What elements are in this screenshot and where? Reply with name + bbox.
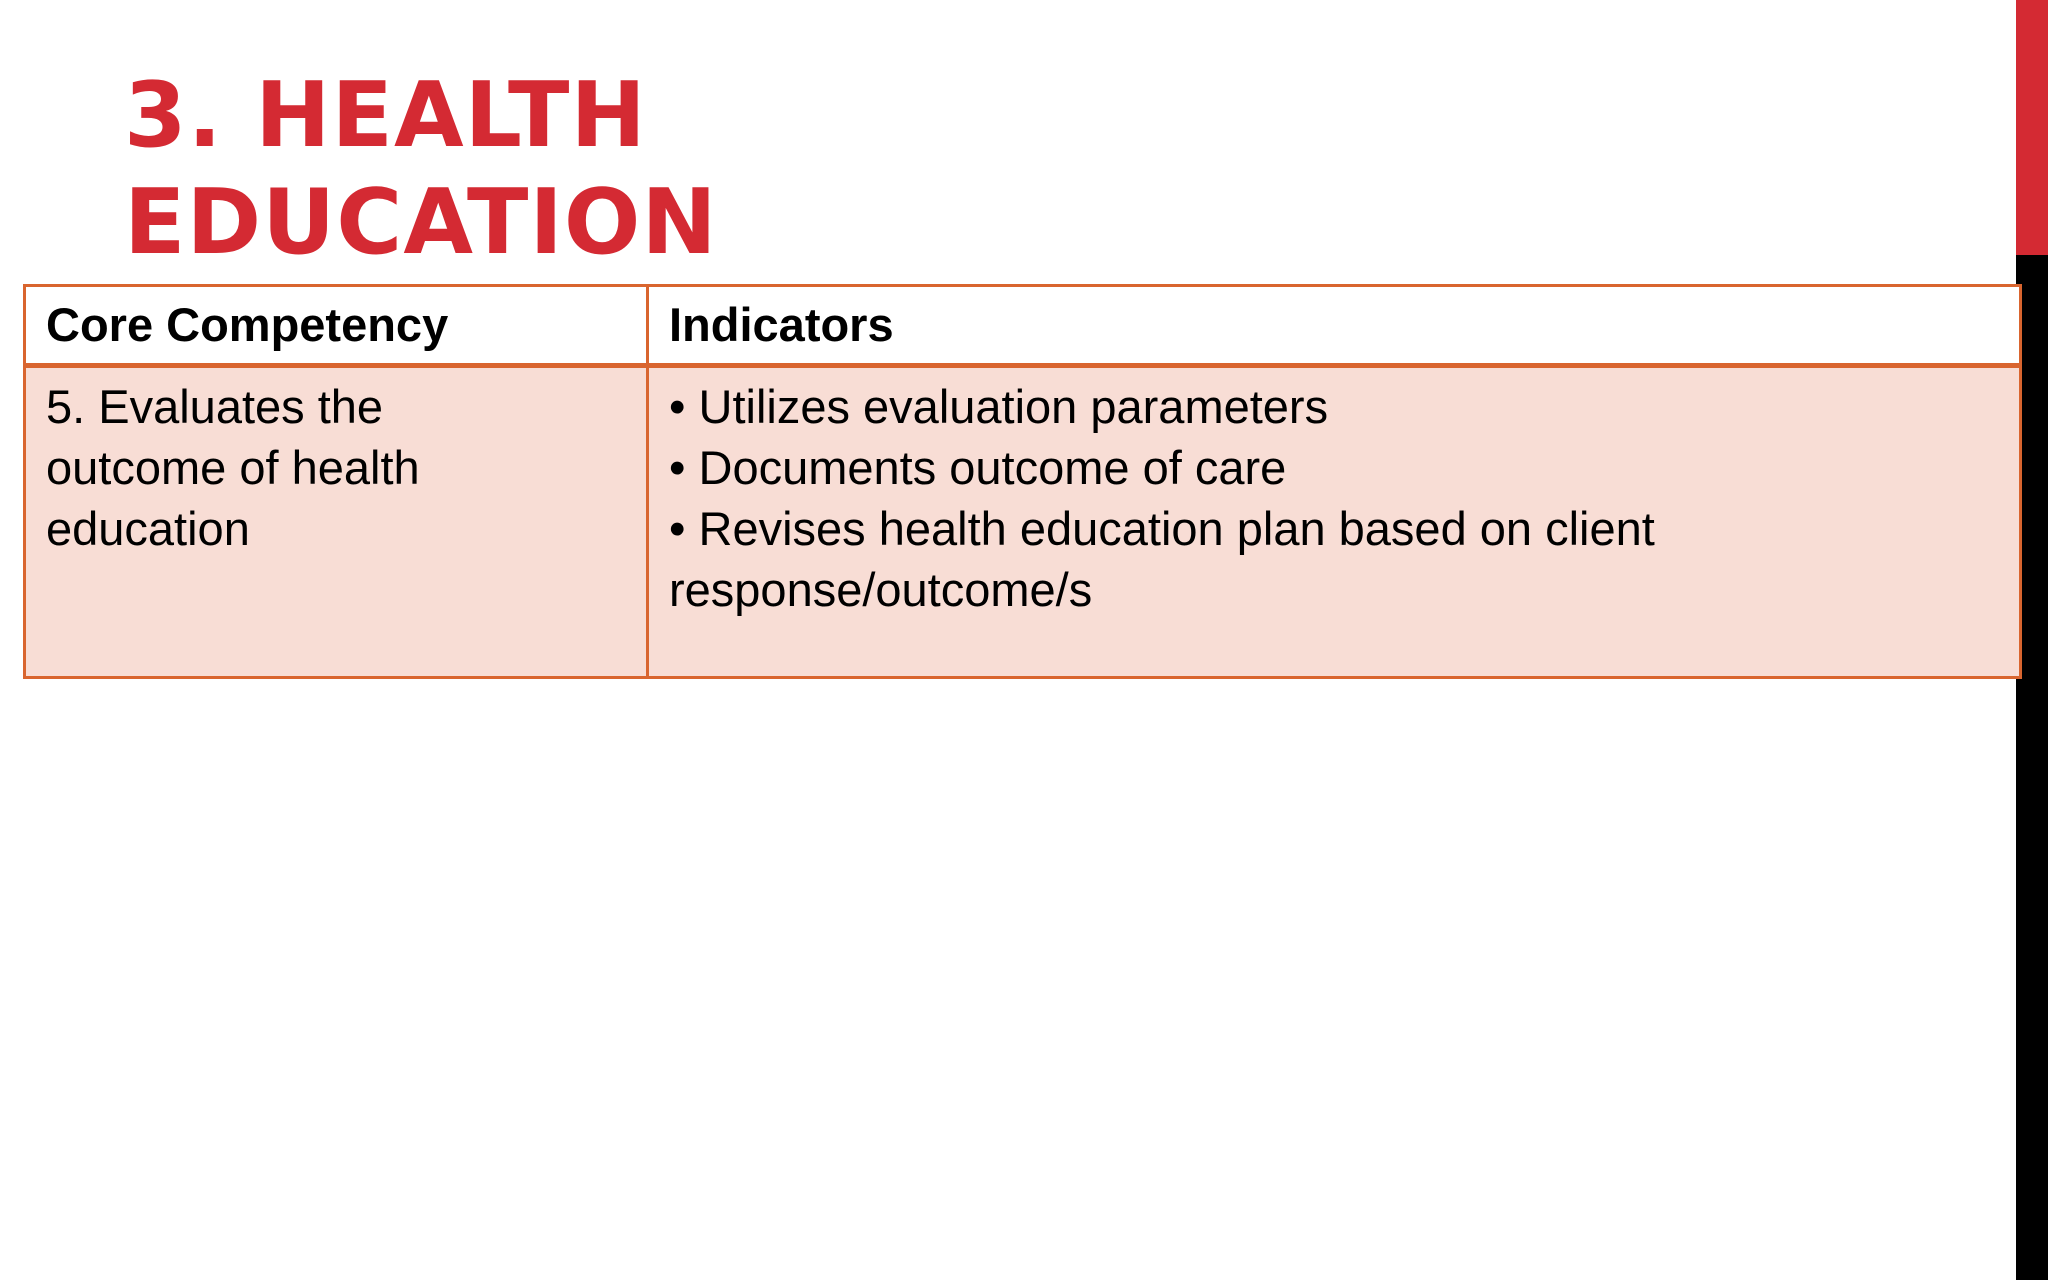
indicator-item: • Revises health education plan based on client response/outcome/s — [669, 502, 1655, 616]
competency-cell: 5. Evaluates the outcome of health education — [25, 366, 648, 678]
slide-title-line-2: EDUCATION — [124, 170, 718, 275]
indicator-item: • Utilizes evaluation parameters — [669, 380, 1329, 433]
indicators-cell — [648, 366, 2021, 678]
table-row — [25, 366, 2021, 678]
header-core-competency: Core Competency — [25, 286, 648, 366]
table-header-row — [25, 286, 2021, 366]
indicator-item: • Documents outcome of care — [669, 441, 1287, 494]
slide-title-line-1: 3. HEALTH — [124, 63, 647, 168]
competency-table — [23, 284, 2022, 679]
side-accent-bar-red — [2016, 0, 2048, 255]
header-indicators: Indicators — [648, 286, 2021, 366]
indicator-list — [669, 376, 1659, 620]
slide-title — [124, 62, 718, 276]
